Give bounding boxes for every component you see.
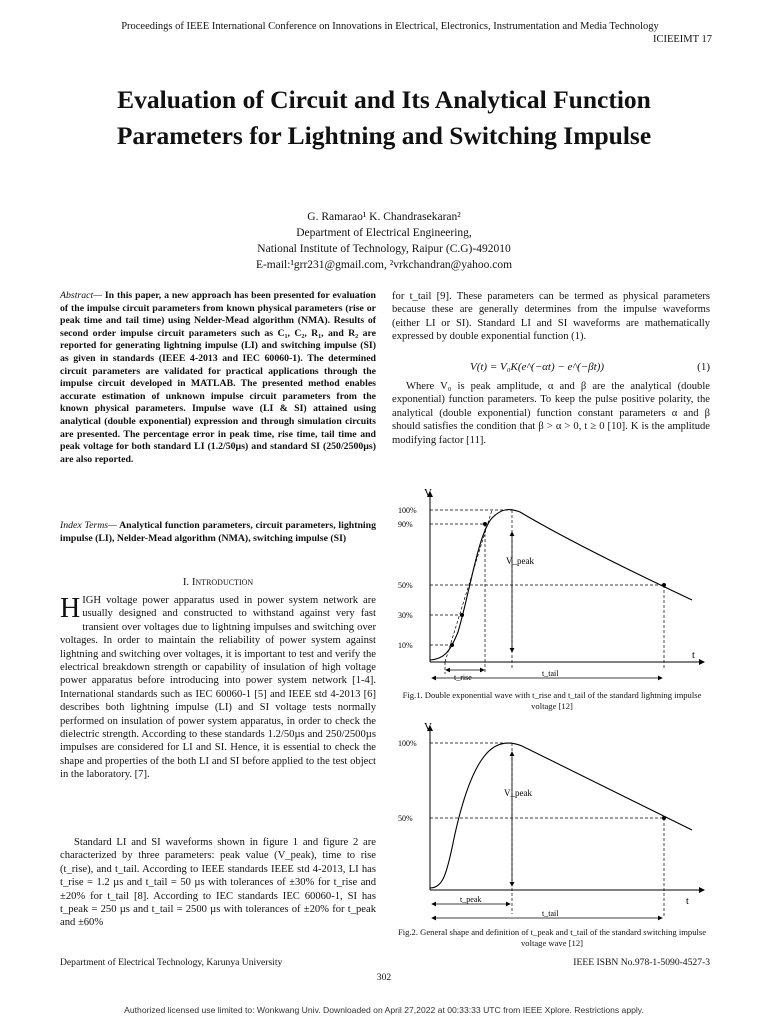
footer-university: Department of Electrical Technology, Karunya University <box>60 957 283 968</box>
fig1-10-point <box>450 643 454 647</box>
fig2-v-label: V <box>424 721 432 733</box>
right-paragraph-2: Where V₀ is peak amplitude, α and β are the analytical (double exponential) function parameters. To keep the pulse positive polarity, the analytical (double exponential) function constant parameters α and β should satisfies the condition that β > α > 0, t ≥ 0 [10]. K is the amplitude modifying factor [11]. <box>392 381 710 446</box>
index-terms-text: Analytical function parameters, circuit parameters, lightning impulse (LI), Nelder-Mead algorithm (NMA), switching impulse (SI) <box>60 520 376 544</box>
fig1-90-label: 90% <box>398 520 413 529</box>
right-paragraph-1: for t_tail [9]. These parameters can be termed as physical parameters because these are generally determines from the impulse waveforms (either LI or SI). Standard LI and SI waveforms are mathematically expressed by double exponential function (1). <box>392 291 710 343</box>
equation-number: (1) <box>697 361 710 373</box>
author-institution: National Institute of Technology, Raipur (C.G)-492010 <box>257 243 511 255</box>
footer-isbn: IEEE ISBN No.978-1-5090-4527-3 <box>573 957 710 968</box>
fig1-ttail-label: t_tail <box>542 669 559 678</box>
fig1-v-label: V <box>424 487 432 499</box>
section-number: I. <box>182 576 190 588</box>
intro-p1-text: IGH voltage power apparatus used in power system network are usually designed and constructed to withstand against very fast transient over voltages due to lightning impulses and switching over voltages. In order to maintain the reliability of power system against lightning and switching over voltages, it is important to test and verify the electrical breakdown strength or capability of insulation of high voltage power apparatus before introducing into power system network [1-4]. International standards such as IEC 60060-1 [5] and IEEE std 4-2013 [6] describes both lightning impulse (LI) and SI voltage tests normally performed on insulation of power system apparatus, in order to check the dielectric strength. According to these standards 1.2/50µs and 250/2500µs impulses are considered for LI and SI. Hence, it is essential to check the shape and properties of the both LI and SI before applied to the test object in the laboratory. [7]. <box>60 595 376 781</box>
figure-2-caption: Fig.2. General shape and definition of t_peak and t_tail of the standard switching impulse voltage wave [12] <box>397 927 707 948</box>
fig2-waveform <box>430 743 692 888</box>
equation-expression: V(t) = V₀K(e^(−αt) − e^(−βt)) <box>469 361 605 373</box>
intro-paragraph-2: Standard LI and SI waveforms shown in figure 1 and figure 2 are characterized by three parameters: peak value (V_peak), time to rise (t_rise), and t_tail. According to IEEE standards IEEE std 4-2013, LI has t_rise = 1.2 µs and t_tail = 50 µs with tolerances of ±30% for t_rise and ±20% for t_tail [8]. According to IEC standards IEC 60060-1, SI has t_peak = 250 µs and t_tail = 2500 µs with tolerances of ±20% for t_peak and ±60% <box>60 837 376 929</box>
abstract-label: Abstract— <box>60 290 102 301</box>
figure-1-caption: Fig.1. Double exponential wave with t_rise and t_tail of the standard lightning impulse voltage [12] <box>402 690 702 711</box>
fig1-t-label: t <box>692 650 695 661</box>
figure-2-switching-impulse <box>392 718 712 924</box>
license-notice: Authorized licensed use limited to: Wonkwang Univ. Downloaded on April 27,2022 at 00:33:33 UTC from IEEE Xplore. Restrictions apply. <box>124 1005 644 1015</box>
author-names: G. Ramarao¹ K. Chandrasekaran² <box>307 211 461 223</box>
author-department: Department of Electrical Engineering, <box>296 227 472 239</box>
fig2-vpeak-label: V_peak <box>504 788 532 798</box>
fig1-50-label: 50% <box>398 581 413 590</box>
fig1-10-label: 10% <box>398 641 413 650</box>
section-heading <box>60 576 376 588</box>
intro-paragraph-1 <box>60 594 376 782</box>
fig1-vpeak-label: V_peak <box>506 556 534 566</box>
author-email: E-mail:¹grr231@gmail.com, ²vrkchandran@yahoo.com <box>255 259 513 271</box>
conference-acronym: ICIEEIMT 17 <box>652 34 712 45</box>
fig2-100-label: 100% <box>398 739 417 748</box>
fig1-50-point <box>662 583 666 587</box>
fig2-50-label: 50% <box>398 814 413 823</box>
conference-header: Proceedings of IEEE International Conference on Innovations in Electrical, Electronics, Instrumentation and Media Technology <box>121 21 659 32</box>
fig1-30-point <box>460 613 464 617</box>
section-title: Introduction <box>191 576 254 588</box>
fig1-90-point <box>483 522 487 526</box>
drop-cap: H <box>60 593 81 624</box>
index-terms-label: Index Terms— <box>60 520 117 531</box>
page-number: 302 <box>376 972 392 983</box>
abstract-text: In this paper, a new approach has been presented for evaluation of the impulse circuit parameters from known physical parameters (rise or peak time and tail time) using Nelder-Mead algorithm (NMA). Results of second order impulse circuit parameters such as C₁, C₂, R₁, and R₂ are reported for generating lightning impulse (LI) and switching impulse (SI) as given in standards (IEEE 4-2013 and IEC 60060-1). The determined circuit parameters are validated for practical applications through the impulse circuit developed in MATLAB. The presented method enables accurate estimation of unknown impulse circuit parameters from the known physical parameters. Impulse wave (LI & SI) attained using analytical (double exponential) expression and through simulation circuits are presented. The percentage error in peak time, rise time, tail time and peak voltage for both standard LI (1.2/50µs) and standard SI (250/2500µs) are also reported. <box>60 290 376 465</box>
fig2-ttail-label: t_tail <box>542 909 559 918</box>
index-terms <box>60 520 376 545</box>
fig2-tpeak-label: t_peak <box>460 895 482 904</box>
fig2-t-label: t <box>686 896 689 907</box>
fig1-trise-label: t_rise <box>454 673 472 682</box>
fig2-50-point <box>662 816 666 820</box>
fig1-30-label: 30% <box>398 611 413 620</box>
abstract <box>60 290 376 466</box>
paper-title: Evaluation of Circuit and Its Analytical Function Parameters for Lightning and Switching Impulse <box>116 85 652 150</box>
figure-1-lightning-impulse <box>392 482 712 688</box>
fig1-100-label: 100% <box>398 506 417 515</box>
